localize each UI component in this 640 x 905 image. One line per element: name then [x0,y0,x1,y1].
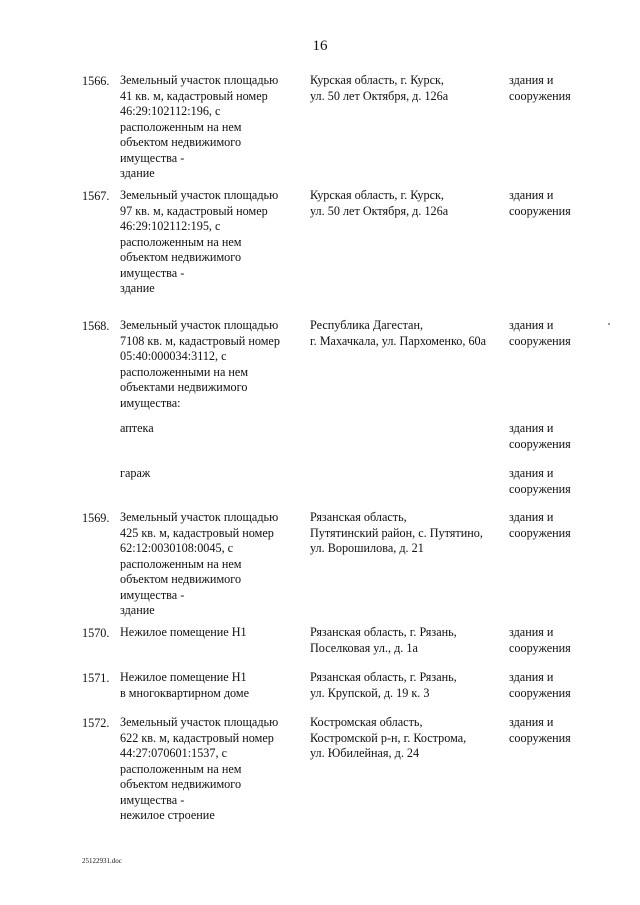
entry-address [310,715,510,762]
entry-address-line: Поселковая ул., д. 1а [310,640,418,655]
entry-description-line: Земельный участок площадью [120,188,279,202]
sub-item-usage [509,421,619,452]
entry-address [310,670,510,701]
entry-number: 1569. [82,511,110,525]
entry-usage-line: сооружения [509,203,571,218]
entry-description [120,625,305,641]
sub-item-usage-line: сооружения [509,481,571,496]
entry-description-line: объектом недвижимого [120,250,242,264]
sub-item-usage [509,466,619,497]
entry-description [120,188,305,297]
entry-description-line: 46:29:102112:196, с [120,104,221,118]
entry-address-line: г. Махачкала, ул. Пархоменко, 60а [310,333,487,348]
scan-speck [608,323,610,325]
entry-usage-line: сооружения [509,730,571,745]
entry-usage-line: сооружения [509,640,571,655]
entry-description-line: Земельный участок площадью [120,318,279,332]
entry-description-line: расположенным на нем [120,119,242,134]
entry-address [310,625,510,656]
entry-description-line: расположенными на нем [120,364,249,379]
entry-address-line: Рязанская область, г. Рязань, [310,625,457,639]
entry-number: 1568. [82,319,110,333]
entry-description-line: 44:27:070601:1537, с [120,746,227,760]
entry-address [310,510,510,557]
entry-description-line: здание [120,603,155,617]
entry-address-line: Курская область, г. Курск, [310,73,444,87]
entry-address-line: Костромской р-н, г. Кострома, [310,730,467,745]
entry-address [310,188,510,219]
entry-number: 1572. [82,716,110,730]
entry-description-line: Нежилое помещение Н1 [120,625,247,639]
sub-item-usage-line: здания и [509,421,554,435]
entry-usage-line: здания и [509,670,554,684]
entry-usage-line: здания и [509,318,554,332]
entry-address [310,73,510,104]
entry-usage [509,670,619,701]
entry-description-line: 622 кв. м, кадастровый номер [120,730,274,745]
entry-address-line: ул. Юбилейная, д. 24 [310,746,420,760]
sub-item-usage-line: здания и [509,466,554,480]
entry-description-line: имущества - [120,265,185,280]
entry-description-line: имущества - [120,792,185,807]
entry-description-line: в многоквартирном доме [120,685,250,700]
entry-usage-line: здания и [509,73,554,87]
entry-usage [509,73,619,104]
entry-address-line: Костромская область, [310,715,423,729]
entry-description-line: объектом недвижимого [120,777,242,791]
entry-usage [509,188,619,219]
entry-description-line: 97 кв. м, кадастровый номер [120,203,268,218]
entry-description-line: здание [120,281,155,295]
entry-description [120,318,305,411]
entry-description-line: расположенным на нем [120,556,242,571]
entry-description [120,73,305,182]
entry-address-line: ул. Ворошилова, д. 21 [310,541,424,555]
entry-number: 1567. [82,189,110,203]
entry-description-line: имущества - [120,587,185,602]
entry-description-line: Земельный участок площадью [120,73,279,87]
entry-description-line: Нежилое помещение Н1 [120,670,247,684]
entry-description-line: 62:12:0030108:0045, с [120,541,234,555]
entry-usage-line: сооружения [509,685,571,700]
entry-description-line: 46:29:102112:195, с [120,219,221,233]
entry-address-line: Рязанская область, [310,510,407,524]
entry-address-line: Путятинский район, с. Путятино, [310,525,483,540]
entry-address-line: ул. 50 лет Октября, д. 126а [310,203,449,218]
sub-item-label: аптека [120,421,154,435]
entry-number: 1571. [82,671,110,685]
entry-usage [509,625,619,656]
entry-description-line: объектами недвижимого [120,380,248,394]
entry-description-line: нежилое строение [120,808,215,822]
entry-description [120,715,305,824]
entry-description-line: 05:40:000034:3112, с [120,349,227,363]
entry-address-line: Рязанская область, г. Рязань, [310,670,457,684]
entry-description-line: имущества: [120,395,181,410]
entry-address-line: Республика Дагестан, [310,318,424,332]
entry-description-line: объектом недвижимого [120,572,242,586]
entry-address [310,318,510,349]
entry-usage-line: здания и [509,188,554,202]
entry-description-line: имущества - [120,150,185,165]
entry-usage-line: сооружения [509,333,571,348]
entry-description-line: 425 кв. м, кадастровый номер [120,525,274,540]
entry-description-line: 7108 кв. м, кадастровый номер [120,333,280,348]
entry-description-line: Земельный участок площадью [120,510,279,524]
document-filename: 25122931.doc [82,857,122,865]
entry-description-line: Земельный участок площадью [120,715,279,729]
entry-usage [509,318,619,349]
entry-usage-line: сооружения [509,525,571,540]
entry-description-line: здание [120,166,155,180]
entry-description [120,670,305,701]
entry-usage [509,715,619,746]
entry-usage-line: сооружения [509,88,571,103]
entry-usage-line: здания и [509,510,554,524]
entry-number: 1570. [82,626,110,640]
entry-usage-line: здания и [509,715,554,729]
sub-item-label: гараж [120,466,151,480]
entry-description-line: 41 кв. м, кадастровый номер [120,88,268,103]
entry-address-line: ул. 50 лет Октября, д. 126а [310,88,449,103]
entry-address-line: ул. Крупской, д. 19 к. 3 [310,685,430,700]
entry-description-line: расположенным на нем [120,234,242,249]
entry-address-line: Курская область, г. Курск, [310,188,444,202]
entry-description-line: объектом недвижимого [120,135,242,149]
entry-description [120,510,305,619]
sub-item-usage-line: сооружения [509,436,571,451]
page-number: 16 [312,38,328,54]
entry-usage-line: здания и [509,625,554,639]
entry-number: 1566. [82,74,110,88]
entry-usage [509,510,619,541]
entry-description-line: расположенным на нем [120,761,242,776]
